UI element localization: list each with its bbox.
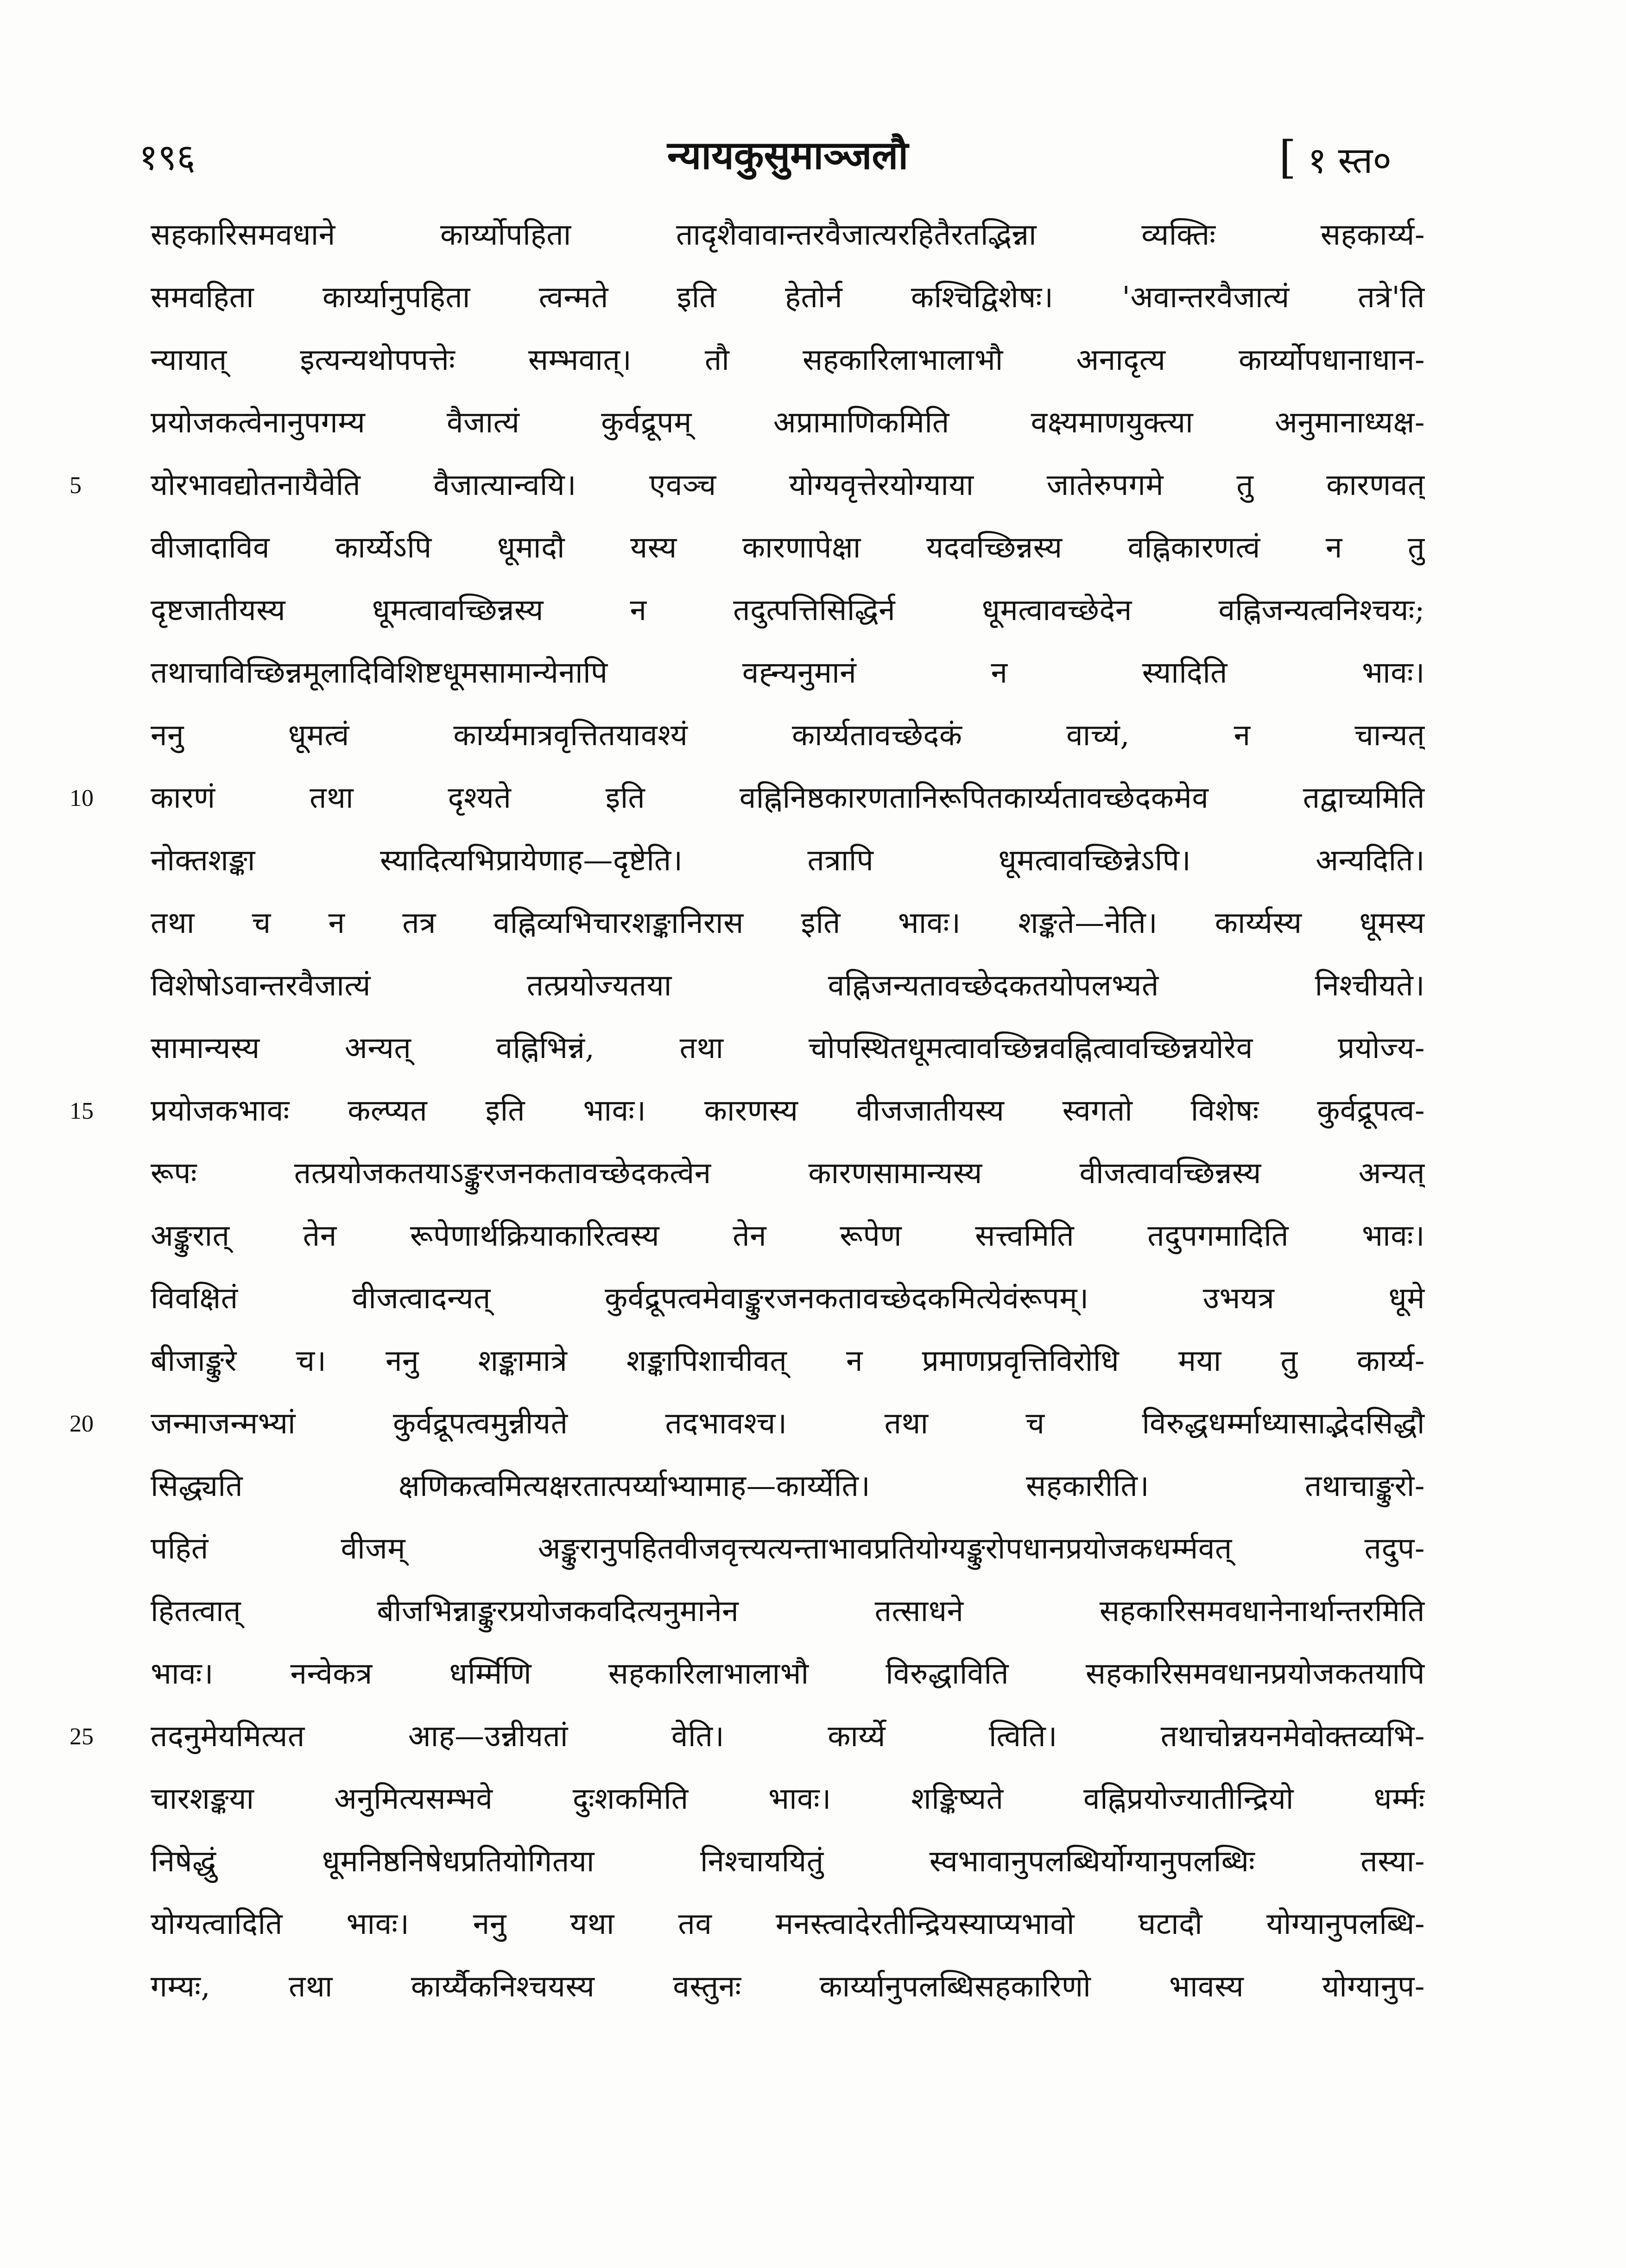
text-line bbox=[0, 1643, 1626, 1705]
line-text: विवक्षितं वीजत्वादन्यत् कुर्वद्रूपत्वमेवाङ्कुरजनकतावच्छेदकमित्येवंरूपम्। उभयत्र धूमे bbox=[151, 1281, 1425, 1316]
line-text: जन्माजन्मभ्यां कुर्वद्रूपत्वमुन्नीयते तदभावश्च। तथा च विरुद्धधर्म्माध्यासाद्भेदसिद्धौ bbox=[151, 1406, 1425, 1441]
line-text: निषेद्धुं धूमनिष्ठनिषेधप्रतियोगितया निश्चाययितुं स्वभावानुपलब्धिर्योग्यानुपलब्धिः तस्या- bbox=[151, 1844, 1425, 1879]
text-line bbox=[0, 266, 1626, 329]
text-line bbox=[0, 1768, 1626, 1831]
running-title: न्यायकुसुमाञ्जलौ bbox=[667, 132, 909, 178]
line-text: बीजाङ्कुरे च। ननु शङ्कामात्रे शङ्कापिशाचीवत् न प्रमाणप्रवृत्तिविरोधि मया तु कार्य्य- bbox=[151, 1344, 1425, 1378]
text-line bbox=[0, 1580, 1626, 1643]
section-label: १ स्त० bbox=[1308, 140, 1392, 182]
text-line bbox=[0, 329, 1626, 392]
line-text: अङ्कुरात् तेन रूपेणार्थक्रियाकारित्वस्य तेन रूपेण सत्त्वमिति तदुपगमादिति भावः। bbox=[151, 1219, 1425, 1253]
line-text: सहकारिसमवधाने कार्य्योपहिता तादृशैवावान्तरवैजात्यरहितैरतद्भिन्ना व्यक्तिः सहकार्य्य- bbox=[151, 218, 1425, 252]
line-text: तथा च न तत्र वह्निव्यभिचारशङ्कानिरास इति भावः। शङ्कते—नेति। कार्य्यस्य धूमस्य bbox=[151, 906, 1425, 940]
text-line bbox=[0, 1893, 1626, 1956]
line-text: तदनुमेयमित्यत आह—उन्नीयतां वेति। कार्य्ये त्विति। तथाचोन्नयनमेवोक्तव्यभि- bbox=[151, 1719, 1425, 1754]
line-text: रूपः तत्प्रयोजकतयाऽङ्कुरजनकतावच्छेदकत्वेन कारणसामान्यस्य वीजत्वावच्छिन्नस्य अन्यत् bbox=[151, 1156, 1425, 1191]
line-number: 20 bbox=[70, 1411, 94, 1437]
line-text: गम्यः, तथा कार्य्यैकनिश्चयस्य वस्तुनः कार्य्यानुपलब्धिसहकारिणो भावस्य योग्यानुप- bbox=[151, 1970, 1425, 2004]
page-number: १९६ bbox=[139, 137, 196, 178]
text-line bbox=[0, 704, 1626, 767]
line-text: सामान्यस्य अन्यत् वह्निभिन्नं, तथा चोपस्थितधूमत्वावच्छिन्नवह्नित्वावच्छिन्नयोरेव प्रयोज्य- bbox=[151, 1031, 1425, 1065]
text-line bbox=[0, 1831, 1626, 1893]
section-bracket: [ bbox=[1279, 132, 1297, 184]
text-line bbox=[0, 1455, 1626, 1518]
text-line bbox=[0, 1205, 1626, 1267]
line-text: चारशङ्कया अनुमित्यसम्भवे दुःशकमिति भावः। शङ्किष्यते वह्निप्रयोज्यातीन्द्रियो धर्म्मः bbox=[151, 1782, 1425, 1816]
line-text: तथाचाविच्छिन्नमूलादिविशिष्टधूमसामान्येनापि वह्न्यनुमानं न स्यादिति भावः। bbox=[151, 656, 1425, 690]
line-number: 15 bbox=[70, 1098, 94, 1124]
page-header bbox=[0, 116, 1626, 185]
text-line bbox=[0, 642, 1626, 704]
text-line bbox=[0, 392, 1626, 454]
commentary-text bbox=[0, 204, 1626, 2018]
text-line bbox=[0, 1017, 1626, 1080]
text-line bbox=[0, 955, 1626, 1017]
text-line bbox=[0, 204, 1626, 266]
line-text: भावः। नन्वेकत्र धर्म्मिणि सहकारिलाभालाभौ विरुद्धाविति सहकारिसमवधानप्रयोजकतयापि bbox=[151, 1657, 1425, 1691]
line-text: हितत्वात् बीजभिन्नाङ्कुरप्रयोजकवदित्यनुमानेन तत्साधने सहकारिसमवधानेनार्थान्तरमिति bbox=[151, 1594, 1425, 1628]
line-text: नोक्तशङ्का स्यादित्यभिप्रायेणाह—दृष्टेति। तत्रापि धूमत्वावच्छिन्नेऽपि। अन्यदिति। bbox=[151, 843, 1425, 878]
line-text: योरभावद्योतनायैवेति वैजात्यान्वयि। एवञ्च योग्यवृत्तेरयोग्याया जातेरुपगमे तु कारणवत् bbox=[151, 468, 1425, 502]
text-line bbox=[0, 1267, 1626, 1330]
line-text: समवहिता कार्य्यानुपहिता त्वन्मते इति हेतोर्न कश्चिद्विशेषः। 'अवान्तरवैजात्यं तत्रे'ति bbox=[151, 280, 1425, 315]
line-text: ननु धूमत्वं कार्य्यमात्रवृत्तितयावश्यं कार्य्यतावच्छेदकं वाच्यं, न चान्यत् bbox=[151, 718, 1425, 753]
text-line bbox=[0, 892, 1626, 955]
line-text: कारणं तथा दृश्यते इति वह्निनिष्ठकारणतानिरूपितकार्य्यतावच्छेदकमेव तद्वाच्यमिति bbox=[151, 781, 1425, 815]
line-text: योग्यत्वादिति भावः। ननु यथा तव मनस्त्वादेरतीन्द्रियस्याप्यभावो घटादौ योग्यानुपलब्धि- bbox=[151, 1907, 1425, 1941]
section-reference bbox=[1279, 134, 1392, 184]
line-text: प्रयोजकत्वेनानुपगम्य वैजात्यं कुर्वद्रूपम् अप्रामाणिकमिति वक्ष्यमाणयुक्त्या अनुमानाध्यक्ष- bbox=[151, 405, 1425, 440]
line-text: विशेषोऽवान्तरवैजात्यं तत्प्रयोज्यतया वह्निजन्यतावच्छेदकतयोपलभ्यते निश्चीयते। bbox=[151, 969, 1425, 1003]
line-number: 25 bbox=[70, 1723, 94, 1750]
line-number: 5 bbox=[70, 472, 82, 499]
text-line bbox=[0, 1956, 1626, 2018]
text-line bbox=[0, 454, 1626, 517]
text-line bbox=[0, 517, 1626, 579]
line-text: दृष्टजातीयस्य धूमत्वावच्छिन्नस्य न तदुत्पत्तिसिद्धिर्न धूमत्वावच्छेदेन वह्निजन्यत्वनिश्चयः; bbox=[151, 593, 1425, 627]
text-line bbox=[0, 1518, 1626, 1580]
line-text: पहितं वीजम् अङ्कुरानुपहितवीजवृत्त्यत्यन्ताभावप्रतियोग्यङ्कुरोपधानप्रयोजकधर्म्मवत् तदुप- bbox=[151, 1532, 1425, 1566]
line-text: सिद्ध्यति क्षणिकत्वमित्यक्षरतात्पर्य्याभ्यामाह—कार्य्येति। सहकारीति। तथाचाङ्कुरो- bbox=[151, 1469, 1425, 1503]
text-line bbox=[0, 767, 1626, 830]
text-line bbox=[0, 579, 1626, 642]
line-number: 10 bbox=[70, 785, 94, 811]
text-line bbox=[0, 1142, 1626, 1205]
text-line bbox=[0, 1705, 1626, 1768]
line-text: प्रयोजकभावः कल्प्यत इति भावः। कारणस्य वीजजातीयस्य स्वगतो विशेषः कुर्वद्रूपत्व- bbox=[151, 1094, 1425, 1128]
line-text: न्यायात् इत्यन्यथोपपत्तेः सम्भवात्। तौ सहकारिलाभालाभौ अनादृत्य कार्य्योपधानाधान- bbox=[151, 343, 1425, 377]
line-text: वीजादाविव कार्य्येऽपि धूमादौ यस्य कारणापेक्षा यदवच्छिन्नस्य वह्निकारणत्वं न तु bbox=[151, 531, 1425, 565]
text-line bbox=[0, 1393, 1626, 1455]
text-line bbox=[0, 1330, 1626, 1393]
text-line bbox=[0, 1080, 1626, 1142]
text-line bbox=[0, 830, 1626, 892]
